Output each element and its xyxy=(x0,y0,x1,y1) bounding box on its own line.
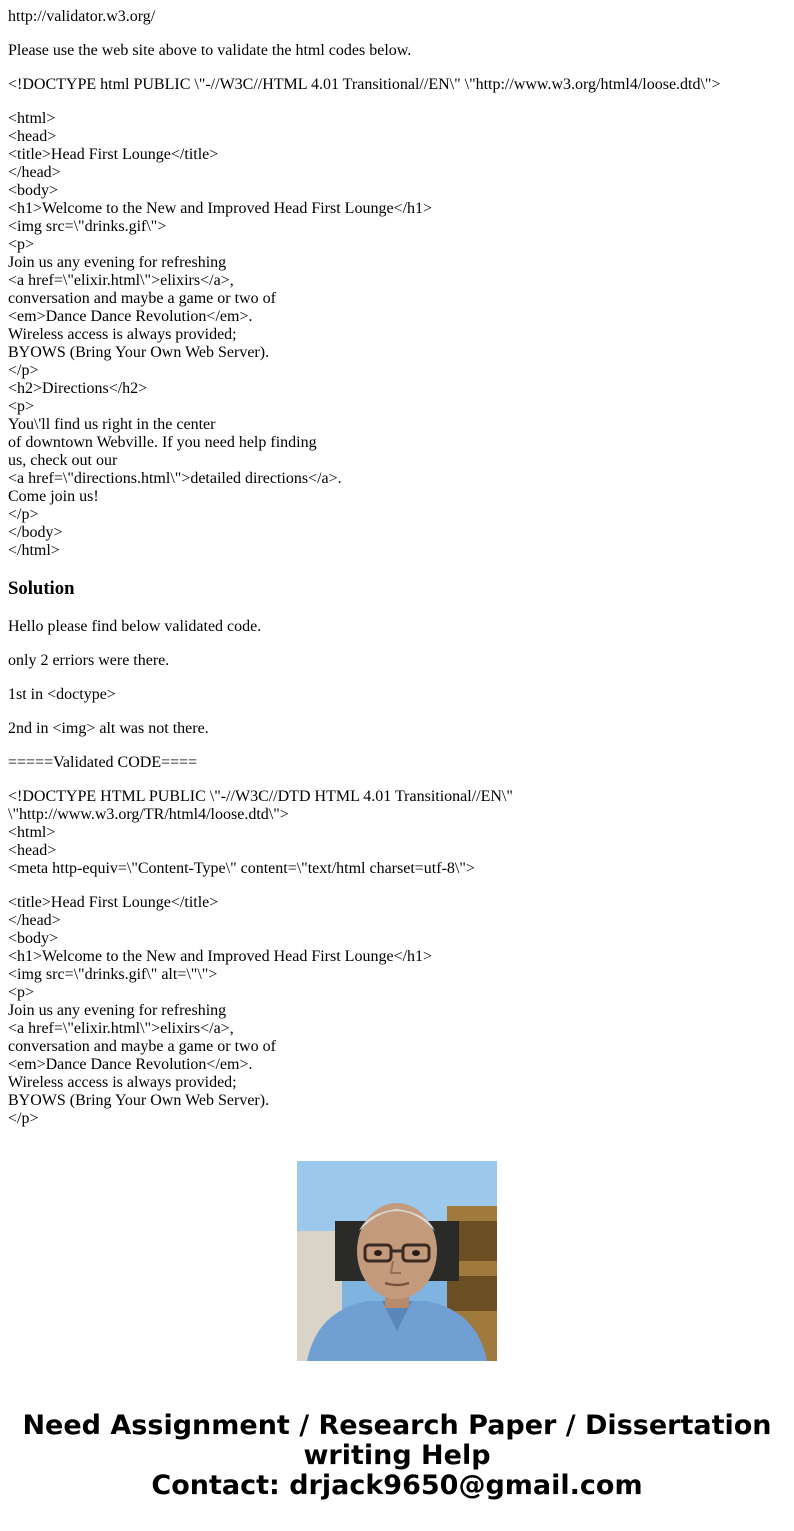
error-2: 2nd in <img> alt was not there. xyxy=(8,720,209,737)
validator-url[interactable]: http://validator.w3.org/ xyxy=(8,8,156,25)
question-doctype: <!DOCTYPE html PUBLIC \"-//W3C//HTML 4.01 Transitional//EN\" \"http://www.w3.org/html4/loose.dtd\"> xyxy=(8,76,721,93)
errors-count: only 2 erriors were there. xyxy=(8,652,170,669)
error-1: 1st in <doctype> xyxy=(8,686,116,703)
validated-divider: =====Validated CODE==== xyxy=(8,754,198,771)
solution-heading: Solution xyxy=(8,578,75,599)
solution-intro: Hello please find below validated code. xyxy=(8,618,262,635)
author-photo-icon xyxy=(297,1161,497,1361)
promo-contact[interactable]: Contact: drjack9650@gmail.com xyxy=(151,1470,643,1501)
promo-line-2: writing Help xyxy=(303,1440,491,1471)
question-code: <html> <head> <title>Head First Lounge</title> </head> <body> <h1>Welcome to the New and Improved Head First Lounge</h1> <img src=\"drinks.gif\"> <p> Join us any evening for refreshing <a href=\"elixir.html\">elixirs</a>, conversation and maybe a game or two of <em>Dance Dance Revolution</em>. Wireless access is always provided; BYOWS (Bring Your Own Web Server). </p> <h2>Directions</h2> <p> You\'ll find us right in the center of downtown Webville. If you need help finding us, check out our <a href=\"directions.html\">detailed directions</a>. Come join us! </p> </body> </html> xyxy=(8,110,433,559)
instruction-text: Please use the web site above to validate the html codes below. xyxy=(8,42,412,59)
validated-code-head: <!DOCTYPE HTML PUBLIC \"-//W3C//DTD HTML 4.01 Transitional//EN\" \"http://www.w3.org/TR/html4/loose.dtd\"> <html> <head> <meta http-equiv=\"Content-Type\" content=\"text/html charset=utf-8\"> xyxy=(8,788,513,877)
document-body xyxy=(0,8,794,1127)
promo-line-1: Need Assignment / Research Paper / Dissertation xyxy=(22,1410,772,1441)
promo-banner xyxy=(0,1411,794,1501)
author-avatar xyxy=(297,1161,497,1361)
validated-code-body: <title>Head First Lounge</title> </head> <body> <h1>Welcome to the New and Improved Head First Lounge</h1> <img src=\"drinks.gif\" alt=\"\"> <p> Join us any evening for refreshing <a href=\"elixir.html\">elixirs</a>, conversation and maybe a game or two of <em>Dance Dance Revolution</em>. Wireless access is always provided; BYOWS (Bring Your Own Web Server). </p> xyxy=(8,894,433,1127)
